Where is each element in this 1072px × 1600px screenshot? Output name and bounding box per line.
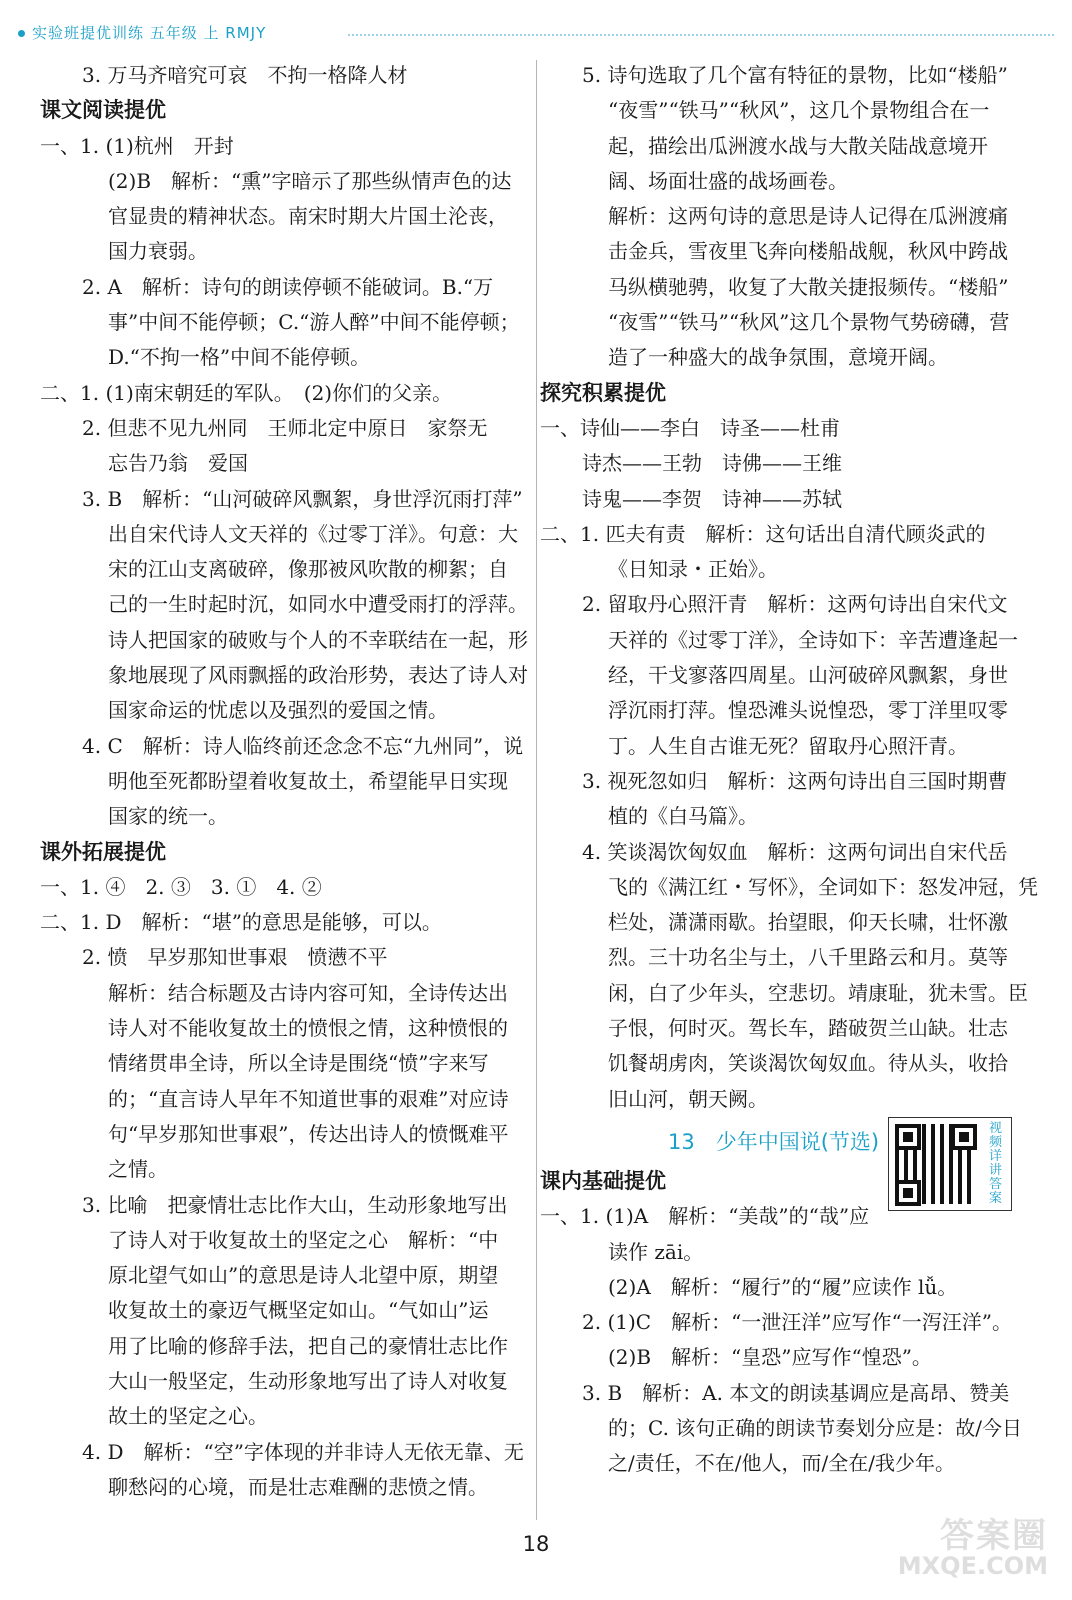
text-line: 官显贵的精神状态。南宋时期大片国土沦丧， bbox=[108, 204, 508, 229]
header-dot-icon bbox=[18, 30, 25, 37]
watermark-url: MXQE.COM bbox=[897, 1552, 1048, 1580]
text-line: 4. C 解析：诗人临终前还念念不忘“九州同”，说 bbox=[82, 733, 524, 758]
text-line: 己的一生时起时沉，如同水中遭受雨打的浮萍。 bbox=[108, 592, 528, 617]
text-line: 了诗人对于收复故土的坚定之心 解析：“中 bbox=[108, 1227, 499, 1252]
section-heading: 课内基础提优 bbox=[540, 1168, 666, 1193]
text-line: 诗人对不能收复故土的愤恨之情，这种愤恨的 bbox=[108, 1016, 508, 1041]
text-line: 一、诗仙——李白 诗圣——杜甫 bbox=[540, 415, 840, 440]
text-line: 诗人把国家的破败与个人的不幸联结在一起，形 bbox=[108, 627, 528, 652]
text-line: 的；“直言诗人早年不知道世事的艰难”对应诗 bbox=[108, 1086, 509, 1111]
text-line: 国家命运的忧虑以及强烈的爱国之情。 bbox=[108, 698, 448, 723]
text-line: 二、1. 匹夫有责 解析：这句话出自清代顾炎武的 bbox=[540, 521, 986, 546]
text-line: 击金兵，雪夜里飞奔向楼船战舰，秋风中跨战 bbox=[608, 239, 1008, 264]
text-line: 4. D 解析：“空”字体现的并非诗人无依无靠、无 bbox=[82, 1439, 524, 1464]
qr-caption: 视频详讲答案 bbox=[989, 1120, 1003, 1206]
right-column-bottom bbox=[540, 1164, 1023, 1482]
text-line: 2. (1)C 解析：“一泄汪洋”应写作“一泻汪洋”。 bbox=[582, 1310, 1012, 1335]
book-title: 实验班提优训练 五年级 上 RMJY bbox=[32, 24, 267, 42]
text-line: D.“不拘一格”中间不能停顿。 bbox=[108, 345, 371, 370]
text-line: 解析：结合标题及古诗内容可知，全诗传达出 bbox=[108, 980, 508, 1005]
text-line: 阔、场面壮盛的战场画卷。 bbox=[608, 168, 848, 193]
text-line: 情绪贯串全诗，所以全诗是围绕“愤”字来写 bbox=[108, 1051, 489, 1076]
text-line: 2. 愤 早岁那知世事艰 愤懑不平 bbox=[82, 945, 388, 970]
text-line: 国力衰弱。 bbox=[108, 239, 208, 264]
text-line: 天祥的《过零丁洋》，全诗如下：辛苦遭逢起一 bbox=[608, 627, 1018, 652]
watermark-logo bbox=[897, 1508, 1048, 1588]
text-line: 3. B 解析：“山河破碎风飘絮，身世浮沉雨打萍” bbox=[82, 486, 523, 511]
text-line: 2. 留取丹心照汗青 解析：这两句诗出自宋代文 bbox=[582, 592, 1008, 617]
text-line: 一、1. ④ 2. ③ 3. ① 4. ② bbox=[40, 874, 322, 899]
text-line: 忘告乃翁 爱国 bbox=[108, 451, 248, 476]
text-line: 明他至死都盼望着收复故土，希望能早日实现 bbox=[108, 768, 508, 793]
text-line: 烈。三十功名尘与土，八千里路云和月。莫等 bbox=[608, 945, 1008, 970]
text-line: 3. 视死忽如归 解析：这两句诗出自三国时期曹 bbox=[582, 768, 1008, 793]
text-line: 的；C. 该句正确的朗读节奏划分应是：故/今日 bbox=[608, 1415, 1023, 1440]
lesson-title: 13 少年中国说(节选) bbox=[668, 1129, 880, 1154]
text-line: 国家的统一。 bbox=[108, 804, 228, 829]
text-line: 收复故土的豪迈气概坚定如山。“气如山”运 bbox=[108, 1298, 489, 1323]
text-line: 二、1. (1)南宋朝廷的军队。 (2)你们的父亲。 bbox=[40, 380, 453, 405]
text-line: 3. B 解析：A. 本文的朗读基调应是高昂、赞美 bbox=[582, 1380, 1010, 1405]
text-line: 解析：这两句诗的意思是诗人记得在瓜洲渡痛 bbox=[608, 204, 1008, 229]
text-line: 3. 万马齐喑究可哀 不拘一格降人材 bbox=[82, 63, 408, 87]
video-qr-code[interactable] bbox=[888, 1117, 1012, 1211]
text-line: 读作 zāi。 bbox=[608, 1239, 704, 1264]
text-line: 起，描绘出瓜洲渡水战与大散关陆战意境开 bbox=[608, 133, 988, 158]
text-line: 浮沉雨打萍。惶恐滩头说惶恐，零丁洋里叹零 bbox=[608, 698, 1008, 723]
text-line: 出自宋代诗人文天祥的《过零丁洋》。句意：大 bbox=[108, 521, 518, 546]
text-line: 植的《白马篇》。 bbox=[608, 804, 758, 829]
text-line: 《日知录・正始》。 bbox=[608, 557, 778, 582]
text-line: 经，干戈寥落四周星。山河破碎风飘絮，身世 bbox=[608, 663, 1008, 688]
text-line: 丁。人生自古谁无死？留取丹心照汗青。 bbox=[608, 733, 968, 758]
text-line: 旧山河，朝天阙。 bbox=[608, 1086, 768, 1111]
column-divider bbox=[536, 60, 537, 1520]
text-line: 用了比喻的修辞手法，把自己的豪情壮志比作 bbox=[108, 1333, 508, 1358]
page-number: 18 bbox=[522, 1532, 550, 1556]
text-line: 4. 笑谈渴饮匈奴血 解析：这两句词出自宋代岳 bbox=[582, 839, 1008, 864]
section-heading: 探究积累提优 bbox=[540, 380, 666, 405]
text-line: 5. 诗句选取了几个富有特征的景物，比如“楼船” bbox=[582, 63, 1008, 87]
text-line: 造了一种盛大的战争氛围，意境开阔。 bbox=[608, 345, 948, 370]
text-line: (2)B 解析：“熏”字暗示了那些纵情声色的达 bbox=[108, 168, 512, 193]
right-column bbox=[540, 58, 1038, 1482]
text-line: 句“早岁那知世事艰”，传达出诗人的愤慨难平 bbox=[108, 1121, 509, 1146]
text-line: 象地展现了风雨飘摇的政治形势，表达了诗人对 bbox=[108, 663, 528, 688]
qr-finder-icon bbox=[895, 1180, 921, 1206]
text-line: “夜雪”“铁马”“秋风”，这几个景物组合在一 bbox=[608, 98, 990, 123]
watermark-word: 答案圈 bbox=[940, 1516, 1048, 1556]
right-column-top bbox=[540, 58, 1038, 1117]
text-line: 子恨，何时灭。驾长车，踏破贺兰山缺。壮志 bbox=[608, 1016, 1008, 1041]
text-line: (2)A 解析：“履行”的“履”应读作 lǚ。 bbox=[608, 1274, 958, 1299]
text-line: 2. 但悲不见九州同 王师北定中原日 家祭无 bbox=[82, 415, 488, 440]
text-line: 故土的坚定之心。 bbox=[108, 1404, 268, 1429]
text-line: 2. A 解析：诗句的朗读停顿不能破词。B.“万 bbox=[82, 274, 494, 299]
text-line: 宋的江山支离破碎，像那被风吹散的柳絮；自 bbox=[108, 557, 508, 582]
text-line: 诗杰——王勃 诗佛——王维 bbox=[582, 451, 842, 476]
text-line: 大山一般坚定，生动形象地写出了诗人对收复 bbox=[108, 1368, 508, 1393]
text-line: 聊愁闷的心境，而是壮志难酬的悲愤之情。 bbox=[108, 1474, 488, 1499]
section-heading: 课外拓展提优 bbox=[40, 839, 166, 864]
text-line: (2)B 解析：“皇恐”应写作“惶恐”。 bbox=[608, 1345, 932, 1370]
text-line: 栏处，潇潇雨歇。抬望眼，仰天长啸，壮怀激 bbox=[608, 910, 1008, 935]
text-line: 之/责任，不在/他人，而/全在/我少年。 bbox=[608, 1451, 955, 1476]
page-header bbox=[18, 22, 1054, 44]
text-line: 二、1. D 解析：“堪”的意思是能够，可以。 bbox=[40, 910, 442, 935]
text-line: 一、1. (1)杭州 开封 bbox=[40, 133, 234, 158]
text-line: 原北望气如山”的意思是诗人北望中原，期望 bbox=[108, 1263, 499, 1288]
text-line: 诗鬼——李贺 诗神——苏轼 bbox=[582, 486, 842, 511]
section-heading: 课文阅读提优 bbox=[40, 98, 166, 123]
text-line: 之情。 bbox=[108, 1157, 168, 1182]
text-line: 飞的《满江红・写怀》，全词如下：怒发冲冠，凭 bbox=[608, 874, 1038, 899]
left-column bbox=[40, 58, 528, 1505]
text-line: 马纵横驰骋，收复了大散关捷报频传。“楼船” bbox=[608, 274, 1009, 299]
text-line: “夜雪”“铁马”“秋风”这几个景物气势磅礴，营 bbox=[608, 310, 1010, 335]
qr-finder-icon bbox=[951, 1124, 977, 1150]
text-line: 事”中间不能停顿；C.“游人醉”中间不能停顿； bbox=[108, 310, 520, 335]
text-line: 一、1. (1)A 解析：“美哉”的“哉”应 bbox=[540, 1204, 870, 1229]
text-line: 饥餐胡虏肉，笑谈渴饮匈奴血。待从头，收拾 bbox=[608, 1051, 1008, 1076]
header-rule bbox=[348, 34, 1054, 36]
text-line: 闲，白了少年头，空悲切。靖康耻，犹未雪。臣 bbox=[608, 980, 1028, 1005]
text-line: 3. 比喻 把豪情壮志比作大山，生动形象地写出 bbox=[82, 1192, 508, 1217]
qr-finder-icon bbox=[895, 1124, 921, 1150]
